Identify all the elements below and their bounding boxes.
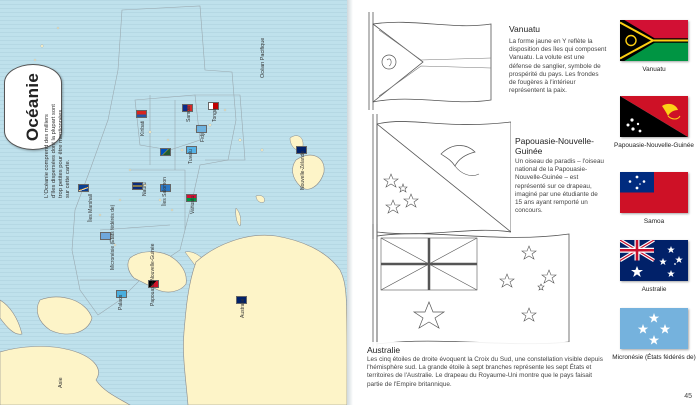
map-label-new-zealand: Nouvelle-Zélande	[300, 150, 306, 190]
map-label-samoa: Samoa	[186, 106, 192, 122]
map-label-tuvalu: Tuvalu	[188, 149, 194, 164]
oceania-map	[0, 0, 347, 405]
australia-text-box	[363, 342, 611, 397]
samoa-caption: Samoa	[643, 218, 665, 225]
australia-flag	[620, 240, 688, 281]
vanuatu-caption: Vanuatu	[642, 66, 666, 73]
australia-caption: Australie	[641, 286, 667, 293]
australia-title: Australie	[367, 345, 401, 355]
micronesia-flag	[620, 308, 688, 349]
map-label-micronesia: Micronésie (États fédérés de)	[110, 204, 116, 270]
ocean-label: Océan Pacifique	[260, 37, 266, 78]
flag-card-samoa	[611, 172, 697, 226]
micronesia-caption: Micronésie (États fédérés de)	[612, 354, 696, 361]
australia-land	[183, 235, 347, 405]
asia-label: Asie	[58, 377, 64, 388]
map-label-vanuatu: Vanuatu	[190, 195, 196, 214]
vanuatu-title: Vanuatu	[509, 24, 541, 34]
map-flag-marshall	[78, 184, 89, 192]
page-number: 45	[684, 393, 692, 400]
png-text: Un oiseau de paradis – l'oiseau national de la Papouasie-Nouvelle-Guinée – est représenté sur ce drapeau, imaginé par une étudiante de 15 ans ayant remporté un concours.	[515, 158, 604, 215]
map-flag-kiribati	[136, 110, 147, 118]
flag-card-png	[611, 96, 697, 150]
map-label-solomon: Îles Salomon	[162, 177, 168, 206]
png-title: Papouasie-Nouvelle-Guinée	[515, 136, 594, 156]
flag-card-micronesia	[611, 308, 697, 362]
samoa-flag	[620, 172, 688, 213]
png-caption: Papouasie-Nouvelle-Guinée	[614, 142, 694, 149]
png-flag	[620, 96, 688, 137]
map-label-fiji: Fidji	[200, 132, 206, 142]
vanuatu-text: La forme jaune en Y reflète la disposition des îles qui composent Vanuatu. La volute est une défense de sanglier, symbole de prospérité du pays. Les frondes de fougères à l'intérieur représentent la paix.	[509, 38, 607, 95]
flags-page	[353, 0, 700, 405]
map-label-marshall: Îles Marshall	[88, 193, 94, 222]
map-page	[0, 0, 347, 405]
australia-text: Les cinq étoiles de droite évoquent la Croix du Sud, une constellation visible depuis l'hémisphère sud. La grande étoile à sept branches représente les sept États et territoires de l'Australie. Le drapeau du Royaume-Uni montre que le pays faisait partie de l'Empire britannique.	[367, 356, 603, 388]
flag-card-vanuatu	[611, 20, 697, 74]
map-label-nauru: Nauru	[142, 182, 148, 196]
map-label-palau: Palaos	[118, 294, 124, 310]
vanuatu-flag	[620, 20, 688, 61]
flag-card-australia	[611, 240, 697, 294]
map-label-png: Papouasie-Nouvelle-Guinée	[150, 243, 156, 306]
map-flag-fiji	[196, 125, 207, 133]
map-label-kiribati: Kiribati	[140, 120, 146, 136]
vanuatu-sketch	[363, 10, 493, 110]
png-sketch	[371, 114, 511, 239]
australia-sketch	[369, 224, 601, 354]
continent-title: Océanie	[23, 72, 42, 142]
map-label-tonga: Tonga	[212, 108, 218, 122]
map-flag-solomon	[160, 148, 171, 156]
intro-text: L'Océanie comprend des milliers d'îles dispersées dont la plupart sont trop petites pour être mentionnées sur cette carte.	[44, 104, 71, 198]
map-label-australia: Australie	[240, 298, 246, 318]
